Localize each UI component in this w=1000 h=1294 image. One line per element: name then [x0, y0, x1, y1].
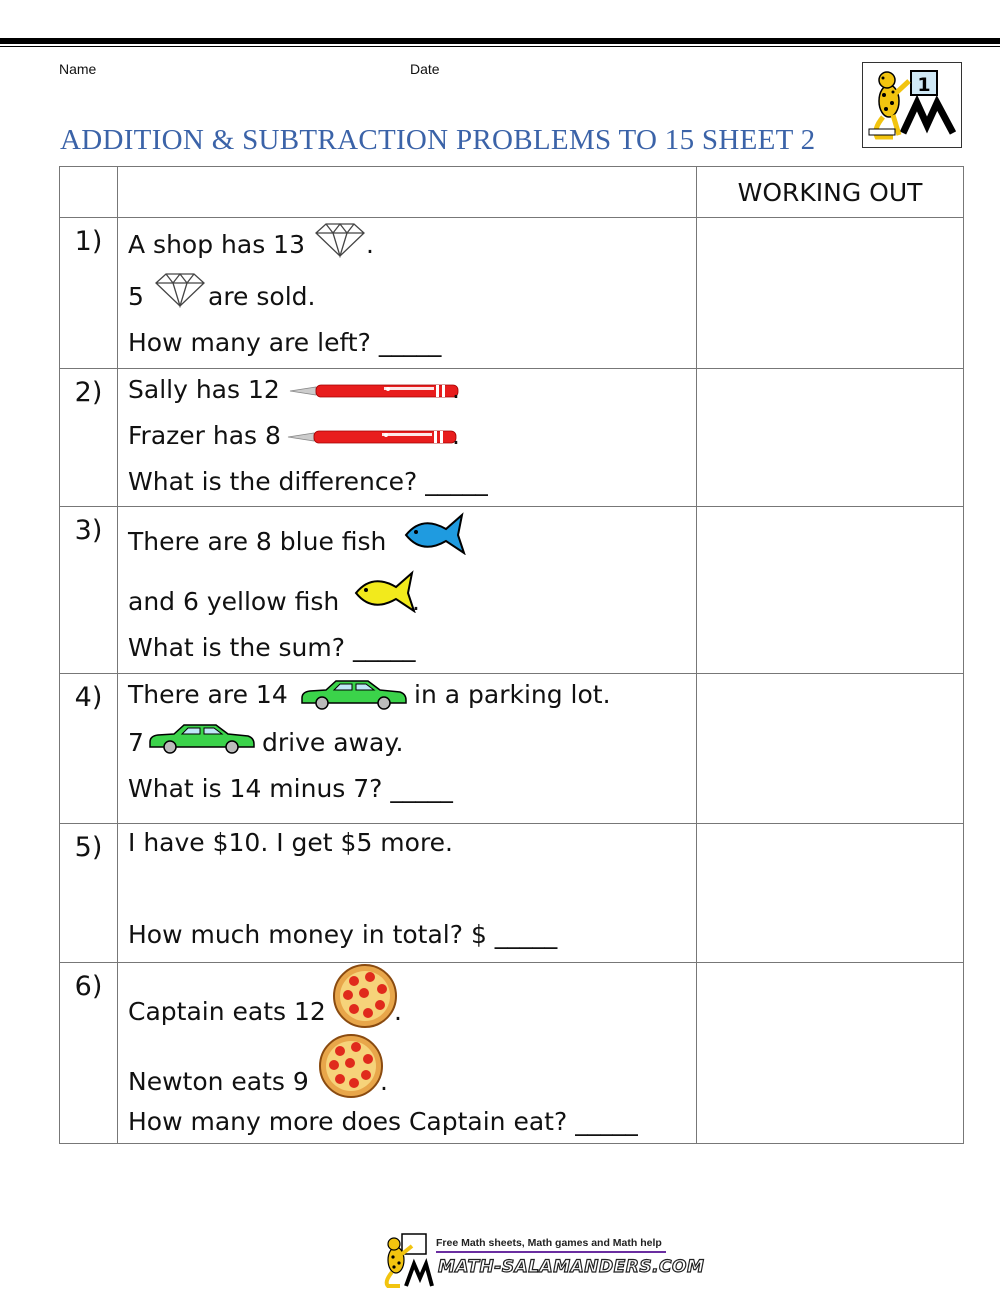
pen-icon: [288, 381, 460, 401]
working-out-cell[interactable]: [697, 674, 964, 824]
problem-line: .: [452, 375, 460, 404]
diamond-icon: [154, 272, 206, 308]
working-out-cell[interactable]: [697, 507, 964, 674]
pen-icon: [286, 427, 458, 447]
table-row: [60, 963, 964, 1144]
footer-logo[interactable]: [378, 1230, 705, 1290]
working-out-cell[interactable]: [697, 824, 964, 963]
problem-question: [118, 963, 697, 1144]
table-row: [60, 674, 964, 824]
grade-logo: [862, 62, 962, 148]
problem-line: .: [380, 1067, 388, 1096]
problem-line: There are 14: [128, 680, 288, 709]
problem-line: .: [394, 997, 402, 1026]
problem-line: in a parking lot.: [414, 680, 611, 709]
problem-line: Frazer has 8: [128, 421, 281, 450]
grade-badge: 1: [917, 74, 931, 96]
problem-line: drive away.: [262, 728, 404, 757]
header-number-cell: [60, 167, 118, 218]
problem-line: What is 14 minus 7? _____: [128, 774, 453, 803]
table-row: [60, 507, 964, 674]
problem-number: 2): [74, 377, 103, 408]
problem-line: 7: [128, 728, 144, 757]
footer-tagline: Free Math sheets, Math games and Math help: [436, 1237, 662, 1249]
problem-number: 3): [74, 515, 103, 546]
problem-line: .: [412, 587, 420, 616]
problem-line: I have $10. I get $5 more.: [128, 828, 453, 857]
date-label: Date: [410, 61, 440, 77]
problem-line: How many are left? _____: [128, 328, 442, 357]
fish-icon: [354, 569, 418, 613]
problem-question: [118, 507, 697, 674]
problem-number: 5): [74, 832, 103, 863]
table-header-row: [60, 167, 964, 218]
problem-line: Sally has 12: [128, 375, 280, 404]
problem-line: What is the sum? _____: [128, 633, 416, 662]
problem-question: [118, 369, 697, 507]
table-row: [60, 369, 964, 507]
problem-question: [118, 674, 697, 824]
salamander-icon: [863, 63, 961, 147]
worksheet-table: [59, 166, 964, 1144]
name-label: Name: [59, 61, 97, 77]
problem-line: are sold.: [208, 282, 316, 311]
problem-line: How many more does Captain eat? _____: [128, 1107, 638, 1136]
problem-number: 1): [74, 226, 103, 257]
working-out-cell[interactable]: [697, 963, 964, 1144]
problem-number: 4): [74, 682, 103, 713]
footer-brand[interactable]: MATH-SALAMANDERS.COM: [438, 1257, 705, 1277]
top-rule: [0, 38, 1000, 44]
problem-number: 6): [74, 971, 103, 1002]
problem-line: There are 8 blue fish: [128, 527, 387, 556]
problem-line: .: [452, 421, 460, 450]
fish-icon: [404, 511, 468, 555]
problem-question: [118, 218, 697, 369]
problem-line: Newton eats 9: [128, 1067, 309, 1096]
pizza-icon: [332, 963, 398, 1029]
table-row: [60, 218, 964, 369]
top-rule-thin: [0, 46, 1000, 47]
footer-divider: [436, 1251, 666, 1253]
diamond-icon: [314, 222, 366, 258]
header-question-cell: [118, 167, 697, 218]
car-icon: [300, 678, 408, 710]
problem-line: What is the difference? _____: [128, 467, 488, 496]
problem-line: Captain eats 12: [128, 997, 326, 1026]
working-out-cell[interactable]: [697, 218, 964, 369]
working-out-header: WORKING OUT: [697, 167, 964, 218]
problem-line: .: [366, 230, 374, 259]
working-out-cell[interactable]: [697, 369, 964, 507]
problem-line: 5: [128, 282, 144, 311]
problem-question: [118, 824, 697, 963]
pizza-icon: [318, 1033, 384, 1099]
problem-line: and 6 yellow fish: [128, 587, 340, 616]
salamander-icon: [378, 1232, 434, 1288]
problem-line: How much money in total? $ _____: [128, 920, 558, 949]
car-icon: [148, 722, 256, 754]
worksheet-title: ADDITION & SUBTRACTION PROBLEMS TO 15 SHEET 2: [60, 124, 816, 156]
table-row: [60, 824, 964, 963]
problem-line: A shop has 13: [128, 230, 305, 259]
